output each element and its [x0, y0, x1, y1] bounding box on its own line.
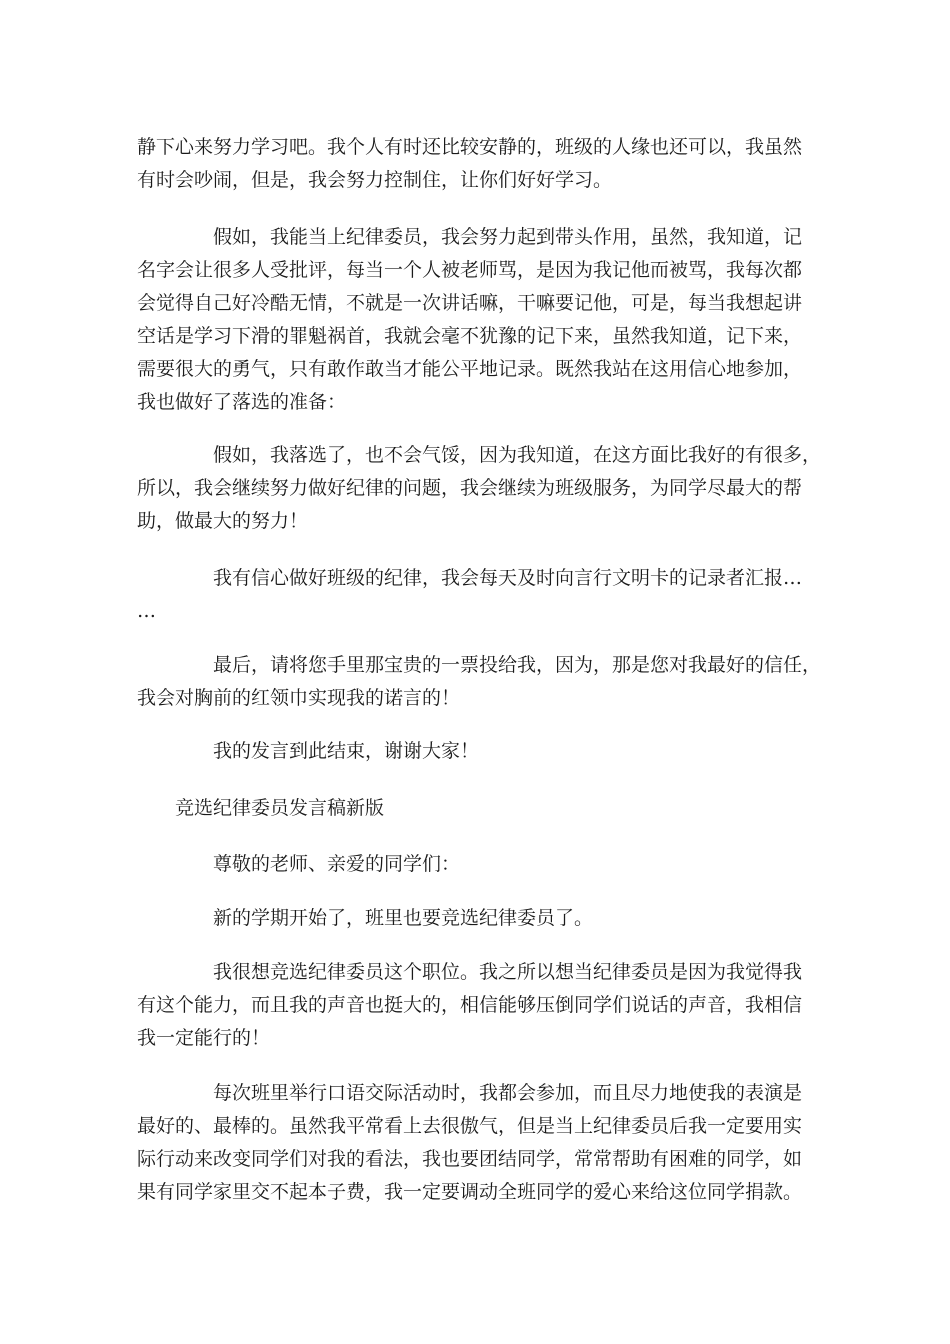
text-line: 我有信心做好班级的纪律，我会每天及时向言行文明卡的记录者汇报… — [213, 567, 803, 589]
paragraph-continuation — [137, 131, 817, 197]
text-line: 我的发言到此结束，谢谢大家！ — [213, 740, 480, 762]
paragraph-if-not-elected — [137, 439, 822, 538]
paragraph-if-elected — [137, 221, 817, 419]
text-line: 新的学期开始了，班里也要竞选纪律委员了。 — [213, 907, 594, 929]
text-line: 所以，我会继续努力做好纪律的问题，我会继续为班级服务，为同学尽最大的帮 — [137, 477, 803, 499]
text-line: 尊敬的老师、亲爱的同学们： — [213, 853, 461, 875]
text-line: 假如，我落选了，也不会气馁，因为我知道，在这方面比我好的有很多， — [213, 444, 822, 466]
text-line: 最好的、最棒的。虽然我平常看上去很傲气，但是当上纪律委员后我一定要用实 — [137, 1115, 803, 1137]
paragraph-closing — [137, 735, 817, 768]
text-line: 果有同学家里交不起本子费，我一定要调动全班同学的爱心来给这位同学捐款。 — [137, 1181, 803, 1203]
text-line: 名字会让很多人受批评，每当一个人被老师骂，是因为我记他而被骂，我每次都 — [137, 259, 803, 281]
text-line: 我很想竞选纪律委员这个职位。我之所以想当纪律委员是因为我觉得我 — [213, 961, 803, 983]
paragraph-finally — [137, 649, 822, 715]
text-line: 我也做好了落选的准备： — [137, 391, 347, 413]
paragraph-motivation — [137, 956, 817, 1055]
text-line: 会觉得自己好冷酷无情，不就是一次讲话嘛，干嘛要记他，可是，每当我想起讲 — [137, 292, 803, 314]
section-heading — [137, 792, 817, 825]
paragraph-confidence — [137, 562, 817, 628]
heading-text: 竞选纪律委员发言稿新版 — [175, 797, 385, 819]
paragraph-new-semester — [137, 902, 817, 935]
text-line: 我一定能行的！ — [137, 1027, 271, 1049]
text-line: 需要很大的勇气，只有敢作敢当才能公平地记录。既然我站在这用信心地参加， — [137, 358, 803, 380]
paragraph-salutation — [137, 848, 817, 881]
text-line: 假如，我能当上纪律委员，我会努力起到带头作用，虽然，我知道，记 — [213, 226, 803, 248]
text-line: … — [137, 600, 156, 622]
text-line: 空话是学习下滑的罪魁祸首，我就会毫不犹豫的记下来，虽然我知道，记下来， — [137, 325, 803, 347]
text-line: 助，做最大的努力！ — [137, 510, 309, 532]
paragraph-activities — [137, 1077, 817, 1209]
text-line: 最后，请将您手里那宝贵的一票投给我，因为，那是您对我最好的信任， — [213, 654, 822, 676]
text-line: 每次班里举行口语交际活动时，我都会参加，而且尽力地使我的表演是 — [213, 1082, 803, 1104]
text-line: 有时会吵闹，但是，我会努力控制住，让你们好好学习。 — [137, 169, 613, 191]
text-line: 有这个能力，而且我的声音也挺大的，相信能够压倒同学们说话的声音，我相信 — [137, 994, 803, 1016]
text-line: 静下心来努力学习吧。我个人有时还比较安静的，班级的人缘也还可以，我虽然 — [137, 136, 803, 158]
text-line: 际行动来改变同学们对我的看法，我也要团结同学，常常帮助有困难的同学，如 — [137, 1148, 803, 1170]
text-line: 我会对胸前的红领巾实现我的诺言的！ — [137, 687, 461, 709]
